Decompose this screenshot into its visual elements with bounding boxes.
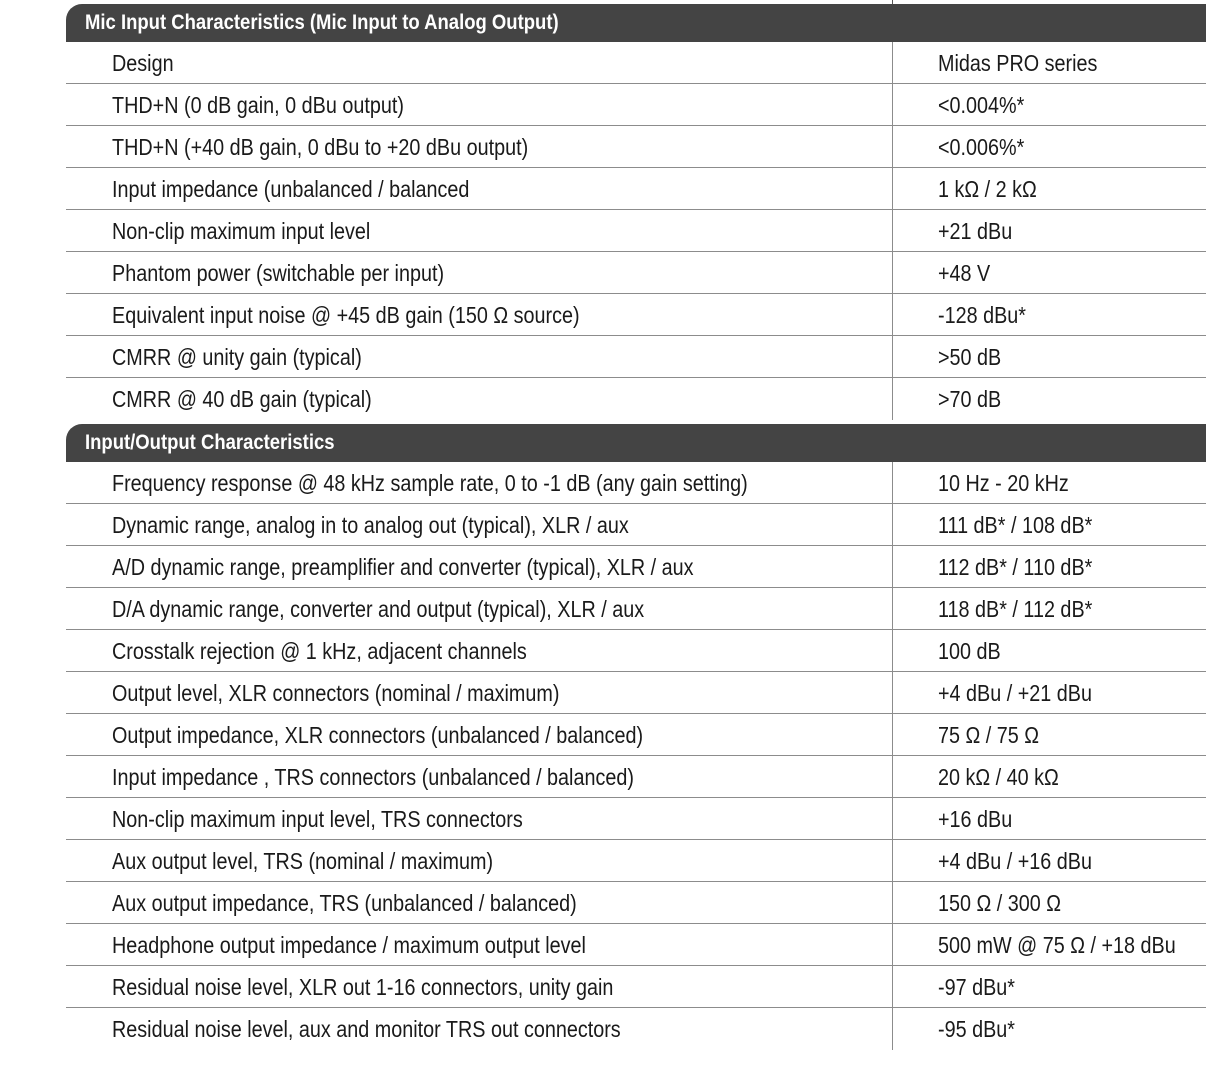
spec-value: 500 mW @ 75 Ω / +18 dBu	[938, 932, 1176, 958]
column-divider	[892, 840, 893, 881]
section-title: Input/Output Characteristics	[85, 431, 335, 454]
spec-row	[66, 504, 1206, 546]
spec-row	[66, 294, 1206, 336]
spec-row	[66, 336, 1206, 378]
spec-label: Frequency response @ 48 kHz sample rate, 0 to -1 dB (any gain setting)	[112, 470, 748, 496]
spec-value: 10 Hz - 20 kHz	[938, 470, 1069, 496]
column-divider	[892, 714, 893, 755]
column-divider	[892, 126, 893, 167]
spec-value: 20 kΩ / 40 kΩ	[938, 764, 1059, 790]
spec-row	[66, 924, 1206, 966]
spec-value: 111 dB* / 108 dB*	[938, 512, 1093, 538]
spec-label: CMRR @ 40 dB gain (typical)	[112, 386, 372, 412]
spec-value: >70 dB	[938, 386, 1002, 412]
spec-label: Phantom power (switchable per input)	[112, 260, 445, 286]
spec-label: D/A dynamic range, converter and output (typical), XLR / aux	[112, 596, 645, 622]
spec-label: Design	[112, 50, 174, 76]
spec-row	[66, 168, 1206, 210]
column-divider	[892, 504, 893, 545]
spec-row	[66, 798, 1206, 840]
spec-row	[66, 252, 1206, 294]
spec-value: +48 V	[938, 260, 991, 286]
spec-value: 75 Ω / 75 Ω	[938, 722, 1040, 748]
column-divider	[892, 588, 893, 629]
spec-label: THD+N (0 dB gain, 0 dBu output)	[112, 92, 404, 118]
spec-value: -128 dBu*	[938, 302, 1026, 328]
spec-row	[66, 546, 1206, 588]
section-title: Mic Input Characteristics (Mic Input to Analog Output)	[85, 11, 559, 34]
spec-row	[66, 882, 1206, 924]
spec-value: 150 Ω / 300 Ω	[938, 890, 1062, 916]
spec-label: Headphone output impedance / maximum output level	[112, 932, 586, 958]
spec-row	[66, 672, 1206, 714]
spec-label: Dynamic range, analog in to analog out (typical), XLR / aux	[112, 512, 629, 538]
spec-value: Midas PRO series	[938, 50, 1098, 76]
spec-value: -97 dBu*	[938, 974, 1015, 1000]
spec-value: +21 dBu	[938, 218, 1013, 244]
spec-label: Non-clip maximum input level	[112, 218, 371, 244]
spec-label: Output impedance, XLR connectors (unbalanced / balanced)	[112, 722, 644, 748]
spec-row	[66, 210, 1206, 252]
column-divider	[892, 756, 893, 797]
column-divider	[892, 294, 893, 335]
spec-row	[66, 840, 1206, 882]
spec-value: +4 dBu / +21 dBu	[938, 680, 1092, 706]
column-divider	[892, 168, 893, 209]
spec-value: -95 dBu*	[938, 1016, 1015, 1042]
column-divider	[892, 924, 893, 965]
spec-label: A/D dynamic range, preamplifier and converter (typical), XLR / aux	[112, 554, 694, 580]
spec-label: Aux output level, TRS (nominal / maximum)	[112, 848, 494, 874]
spec-row	[66, 756, 1206, 798]
spec-label: Input impedance , TRS connectors (unbalanced / balanced)	[112, 764, 634, 790]
column-divider	[892, 1008, 893, 1050]
section-header-input-output	[66, 420, 1206, 462]
spec-row	[66, 378, 1206, 420]
spec-row	[66, 1008, 1206, 1050]
spec-value: 112 dB* / 110 dB*	[938, 554, 1093, 580]
spec-label: Residual noise level, aux and monitor TRS out connectors	[112, 1016, 621, 1042]
spec-value: <0.006%*	[938, 134, 1025, 160]
spec-table	[66, 0, 1206, 1050]
spec-row	[66, 714, 1206, 756]
spec-row	[66, 84, 1206, 126]
spec-label: Equivalent input noise @ +45 dB gain (150 Ω source)	[112, 302, 580, 328]
spec-value: +4 dBu / +16 dBu	[938, 848, 1092, 874]
section-header-mic-input	[66, 0, 1206, 42]
column-divider	[892, 462, 893, 503]
spec-row	[66, 966, 1206, 1008]
spec-value: 1 kΩ / 2 kΩ	[938, 176, 1037, 202]
column-divider	[892, 84, 893, 125]
column-divider	[892, 966, 893, 1007]
spec-label: THD+N (+40 dB gain, 0 dBu to +20 dBu output)	[112, 134, 529, 160]
spec-value: 100 dB	[938, 638, 1001, 664]
spec-label: Crosstalk rejection @ 1 kHz, adjacent channels	[112, 638, 527, 664]
column-divider	[892, 336, 893, 377]
spec-label: Residual noise level, XLR out 1-16 connectors, unity gain	[112, 974, 614, 1000]
spec-label: Output level, XLR connectors (nominal / maximum)	[112, 680, 560, 706]
spec-row	[66, 588, 1206, 630]
column-divider	[892, 798, 893, 839]
column-divider	[892, 546, 893, 587]
spec-value: >50 dB	[938, 344, 1002, 370]
spec-value: <0.004%*	[938, 92, 1025, 118]
spec-label: Aux output impedance, TRS (unbalanced / balanced)	[112, 890, 577, 916]
spec-row	[66, 42, 1206, 84]
spec-value: +16 dBu	[938, 806, 1013, 832]
spec-row	[66, 126, 1206, 168]
spec-row	[66, 462, 1206, 504]
spec-label: CMRR @ unity gain (typical)	[112, 344, 362, 370]
column-divider	[892, 42, 893, 83]
spec-row	[66, 630, 1206, 672]
column-divider	[892, 378, 893, 420]
column-divider	[892, 210, 893, 251]
column-divider	[892, 630, 893, 671]
spec-label: Input impedance (unbalanced / balanced	[112, 176, 470, 202]
column-divider	[892, 882, 893, 923]
spec-value: 118 dB* / 112 dB*	[938, 596, 1093, 622]
column-divider	[892, 252, 893, 293]
spec-label: Non-clip maximum input level, TRS connectors	[112, 806, 523, 832]
column-divider	[892, 672, 893, 713]
